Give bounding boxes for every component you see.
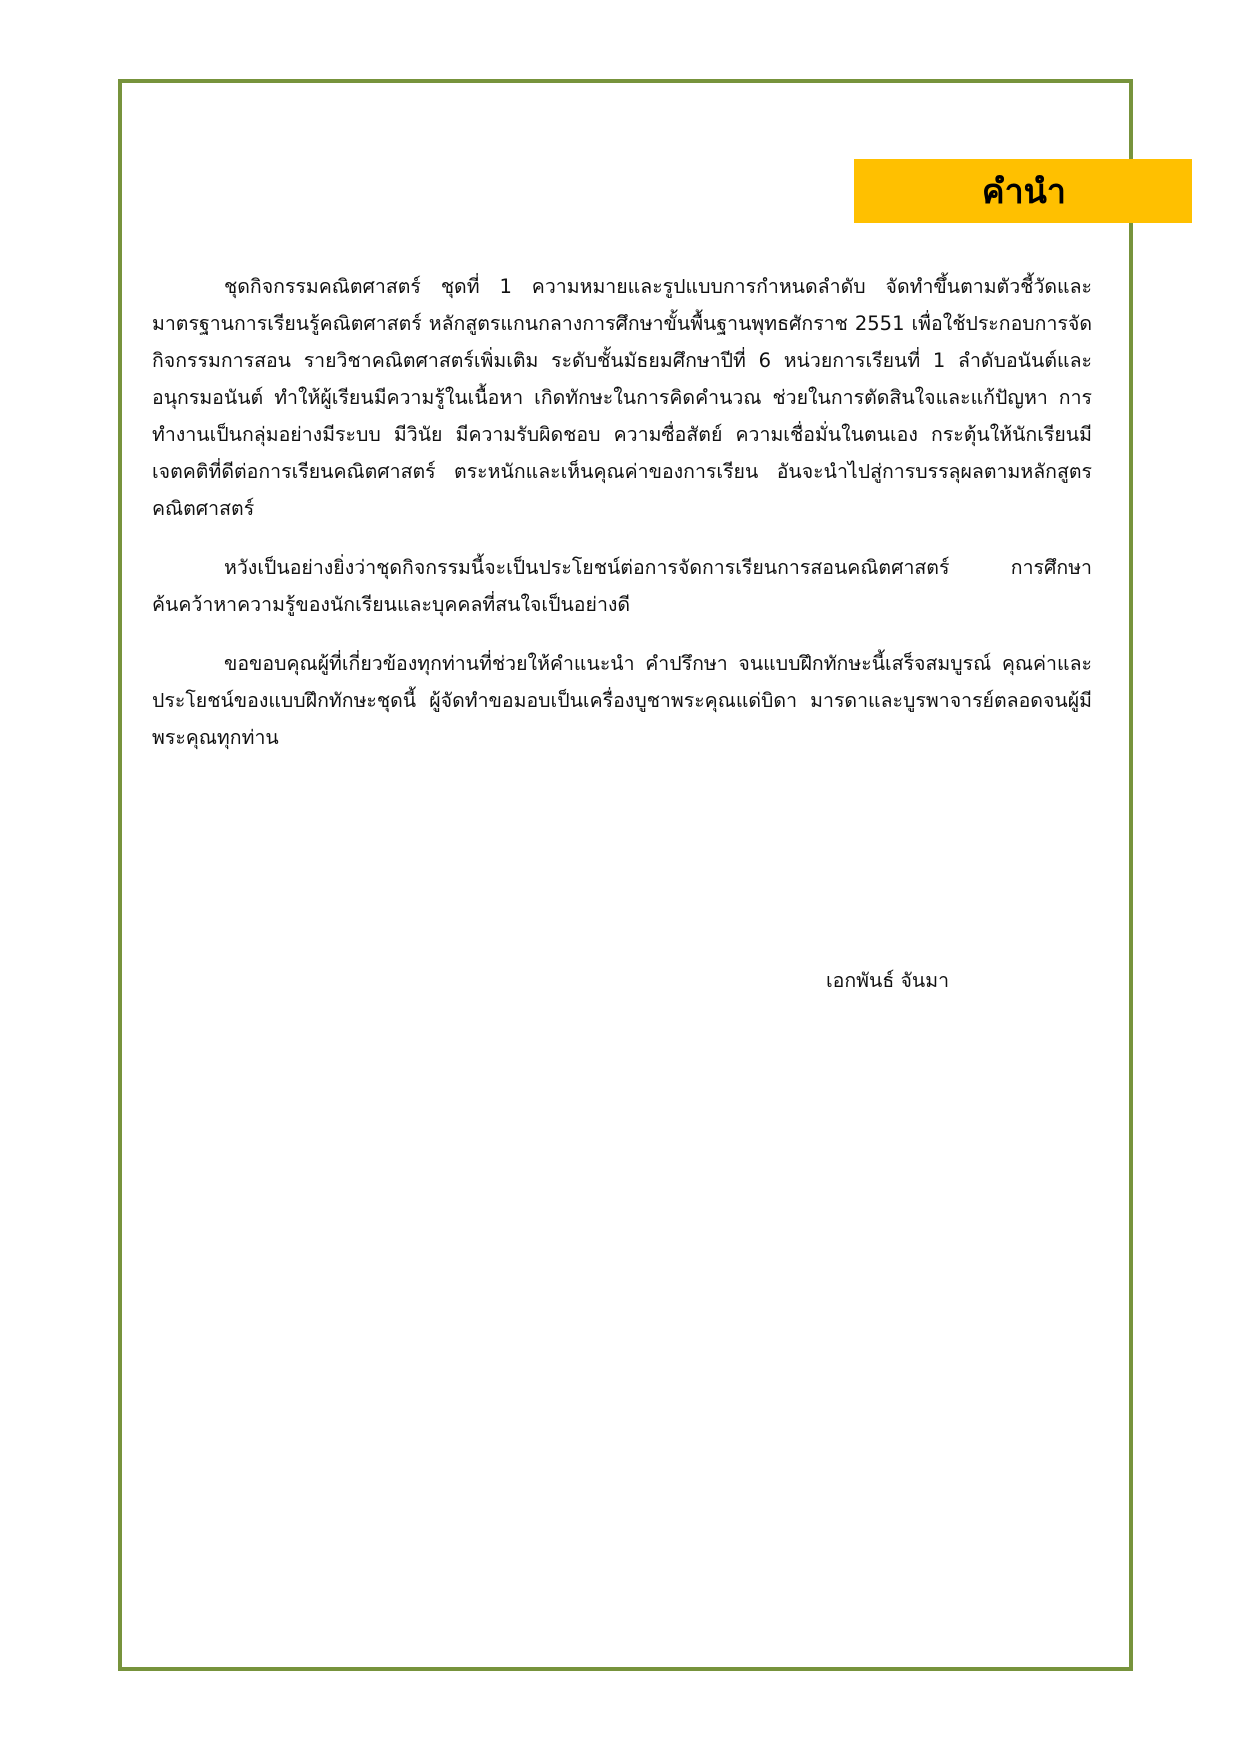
page-title: คำนำ bbox=[981, 172, 1066, 212]
preface-paragraph-2: หวังเป็นอย่างยิ่งว่าชุดกิจกรรมนี้จะเป็นประโยชน์ต่อการจัดการเรียนการสอนคณิตศาสตร์ การศึกษาค้นคว้าหาความรู้ของนักเรียนและบุคคลที่สนใจเป็นอย่างดี bbox=[152, 556, 1092, 616]
preface-paragraph-1: ชุดกิจกรรมคณิตศาสตร์ ชุดที่ 1 ความหมายและรูปแบบการกำหนดลำดับ จัดทำขึ้นตามตัวชี้วัดและมาตรฐานการเรียนรู้คณิตศาสตร์ หลักสูตรแกนกลางการศึกษาขั้นพื้นฐานพุทธศักราช 2551 เพื่อใช้ประกอบการจัดกิจกรรมการสอน รายวิชาคณิตศาสตร์เพิ่มเติม ระดับชั้นมัธยมศึกษาปีที่ 6 หน่วยการเรียนที่ 1 ลำดับอนันต์และอนุกรมอนันต์ ทำให้ผู้เรียนมีความรู้ในเนื้อหา เกิดทักษะในการคิดคำนวณ ช่วยในการตัดสินใจและแก้ปัญหา การทำงานเป็นกลุ่มอย่างมีระบบ มีวินัย มีความรับผิดชอบ ความซื่อสัตย์ ความเชื่อมั่นในตนเอง กระตุ้นให้นักเรียนมีเจตคติที่ดีต่อการเรียนคณิตศาสตร์ ตระหนักและเห็นคุณค่าของการเรียน อันจะนำไปสู่การบรรลุผลตามหลักสูตรคณิตศาสตร์ bbox=[152, 275, 1092, 520]
preface-body bbox=[152, 268, 1092, 756]
title-banner bbox=[854, 159, 1192, 223]
author-signature: เอกพันธ์ จันมา bbox=[826, 969, 950, 992]
preface-paragraph-3: ขอขอบคุณผู้ที่เกี่ยวข้องทุกท่านที่ช่วยให้คำแนะนำ คำปรึกษา จนแบบฝึกทักษะนี้เสร็จสมบูรณ์ คุณค่าและประโยชน์ของแบบฝึกทักษะชุดนี้ ผู้จัดทำขอมอบเป็นเครื่องบูชาพระคุณแด่บิดา มารดาและบูรพาจารย์ตลอดจนผู้มีพระคุณทุกท่าน bbox=[152, 652, 1092, 749]
